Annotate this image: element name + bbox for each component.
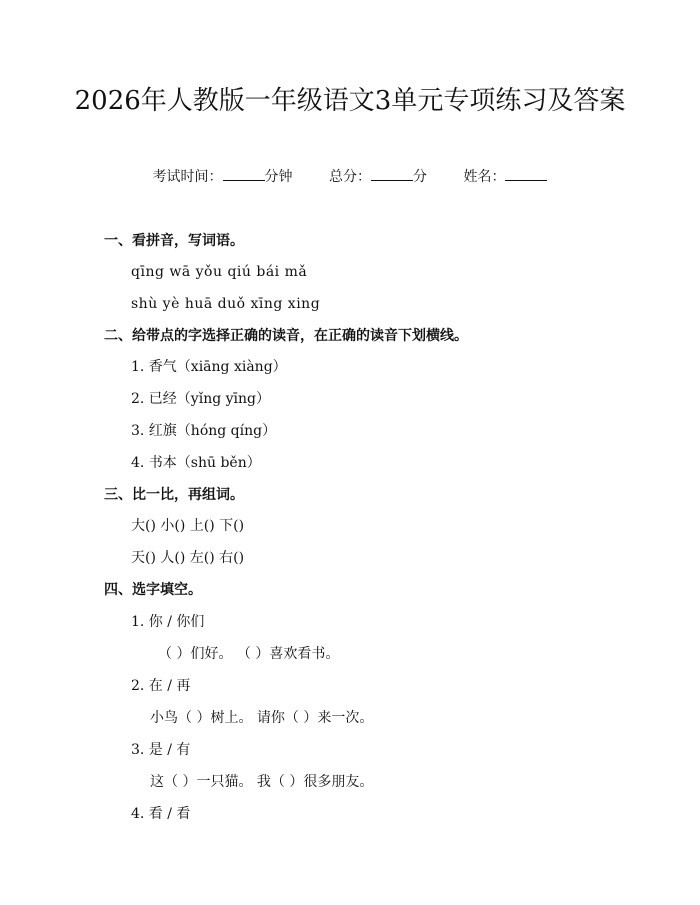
choice-label: 2. 在 / 再	[131, 678, 191, 694]
page-title: 2026年人教版一年级语文3单元专项练习及答案	[74, 86, 626, 116]
section-heading: 三、比一比，再组词。	[104, 487, 244, 503]
exam-info-row	[0, 167, 700, 187]
fill-sentence: 这（ ）一只猫。 我（ ）很多朋友。	[150, 774, 374, 790]
section-heading: 二、给带点的字选择正确的读音，在正确的读音下划横线。	[104, 328, 468, 344]
score-label: 总分：	[329, 169, 371, 185]
pinyin-line: shù yè huā duǒ xīng xing	[131, 296, 321, 312]
score-unit: 分	[413, 169, 427, 185]
time-label: 考试时间：	[152, 169, 223, 185]
fill-sentence: 小鸟（ ）树上。 请你（ ）来一次。	[150, 710, 374, 726]
compare-line: 天() 人() 左() 右()	[131, 550, 245, 566]
fill-sentence: （ ）们好。 （ ）喜欢看书。	[158, 646, 340, 662]
question-item: 4. 书本（shū běn）	[131, 455, 261, 471]
score-blank[interactable]	[371, 168, 413, 181]
time-field	[153, 169, 297, 185]
question-item: 1. 香气（xiāng xiàng）	[131, 359, 287, 375]
choice-label: 4. 看 / 看	[131, 806, 191, 822]
score-field	[329, 169, 431, 185]
section-heading: 一、看拼音，写词语。	[104, 233, 244, 249]
time-unit: 分钟	[264, 169, 293, 185]
compare-line: 大() 小() 上() 下()	[131, 518, 245, 534]
question-item: 2. 已经（yǐng yīng）	[131, 391, 270, 407]
name-blank[interactable]	[505, 168, 547, 181]
section-heading: 四、选字填空。	[104, 582, 202, 598]
name-label: 姓名：	[463, 169, 506, 185]
choice-label: 3. 是 / 有	[131, 742, 191, 758]
question-item: 3. 红旗（hóng qíng）	[131, 423, 277, 439]
choice-label: 1. 你 / 你们	[131, 614, 205, 630]
name-field	[463, 169, 547, 185]
time-blank[interactable]	[223, 168, 265, 181]
pinyin-line: qīng wā yǒu qiú bái mǎ	[131, 264, 308, 280]
